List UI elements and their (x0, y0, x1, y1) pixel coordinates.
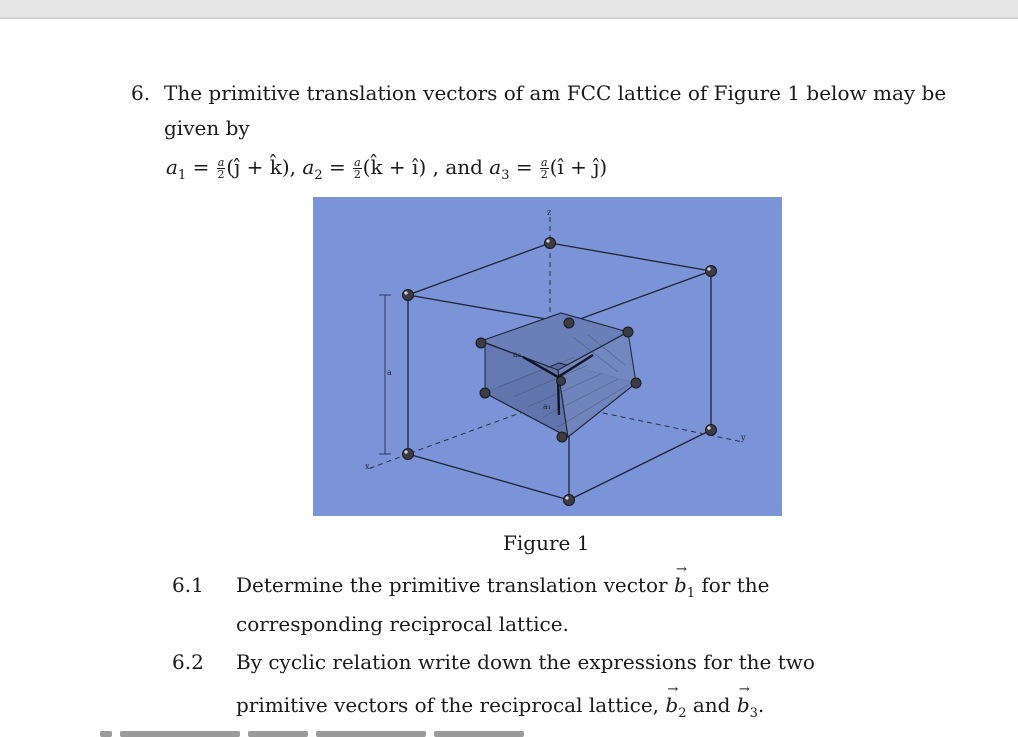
a2-symbol: $a_2$ (302, 155, 323, 183)
and-word: and (445, 155, 483, 179)
a-over-2-fraction: $\frac{a}{2}$ (540, 156, 548, 181)
a2-label: a₂ (513, 350, 521, 359)
lattice-point (480, 388, 490, 398)
part-6-2-line-1: By cyclic relation write down the expressions for the two (236, 650, 815, 674)
x-axis-label: x (365, 462, 370, 471)
lattice-point (706, 425, 717, 436)
a1-symbol: $a_1$ (166, 155, 187, 183)
part-6-1-line-1: Determine the primitive translation vector → $b_1$ for the (236, 572, 770, 607)
lattice-point (545, 238, 556, 249)
lattice-point (623, 327, 633, 337)
lattice-point (564, 318, 574, 328)
lattice-point (557, 377, 566, 386)
part-6-2-line-2: primitive vectors of the reciprocal lattice, → $b_2$ and → $b_3$. (236, 692, 764, 727)
lattice-point (564, 495, 575, 506)
a3-symbol: $a_3$ (489, 155, 510, 183)
lattice-point (403, 290, 414, 301)
part-6-2-number: 6.2 (172, 650, 204, 674)
cube-edge (408, 243, 550, 295)
a-over-2-fraction: $\frac{a}{2}$ (353, 156, 361, 181)
lattice-point (403, 449, 414, 460)
top-bar-divider (0, 17, 1018, 19)
lattice-point (706, 266, 717, 277)
cut-off-next-line (100, 729, 660, 737)
dimension-label: a (387, 368, 392, 377)
y-axis-label: y (741, 433, 746, 442)
cube-edge (569, 271, 711, 323)
question-number: 6. (131, 81, 151, 105)
vector-b2: → b (665, 692, 678, 718)
top-bar (0, 0, 1018, 17)
lattice-point (476, 338, 486, 348)
fcc-lattice-diagram (313, 197, 782, 516)
part-6-1-number: 6.1 (172, 573, 204, 597)
figure-caption: Figure 1 (503, 531, 590, 555)
vector-b1: → b (674, 572, 687, 598)
primitive-vectors-equation: $a_1$ = $\frac{a}{2}$ (ĵ + k̂), $a_2$ = $\frac{a}{2}$ (k̂ + î) , and $a_3$ = $\frac{a}{2}$ (î + ĵ) (166, 155, 608, 183)
z-axis-label: z (547, 208, 552, 217)
a-over-2-fraction: $\frac{a}{2}$ (217, 156, 225, 181)
a2-rhs: (k̂ + î) , (362, 155, 439, 179)
a1-rhs: (ĵ + k̂), (226, 155, 297, 179)
fcc-lattice-figure (313, 197, 782, 516)
cube-edge (550, 243, 711, 271)
part-6-1-line-2: corresponding reciprocal lattice. (236, 612, 569, 636)
x-axis (368, 454, 408, 469)
question-line-1: The primitive translation vectors of am FCC lattice of Figure 1 below may be (164, 81, 947, 105)
cube-edge (408, 454, 569, 500)
a3-rhs: (î + ĵ) (549, 155, 608, 179)
question-line-2: given by (164, 116, 250, 140)
a1-label: a₁ (543, 402, 551, 411)
lattice-point (631, 378, 641, 388)
vector-b3: → b (737, 692, 750, 718)
cube-edge (569, 430, 711, 500)
lattice-point (557, 432, 567, 442)
